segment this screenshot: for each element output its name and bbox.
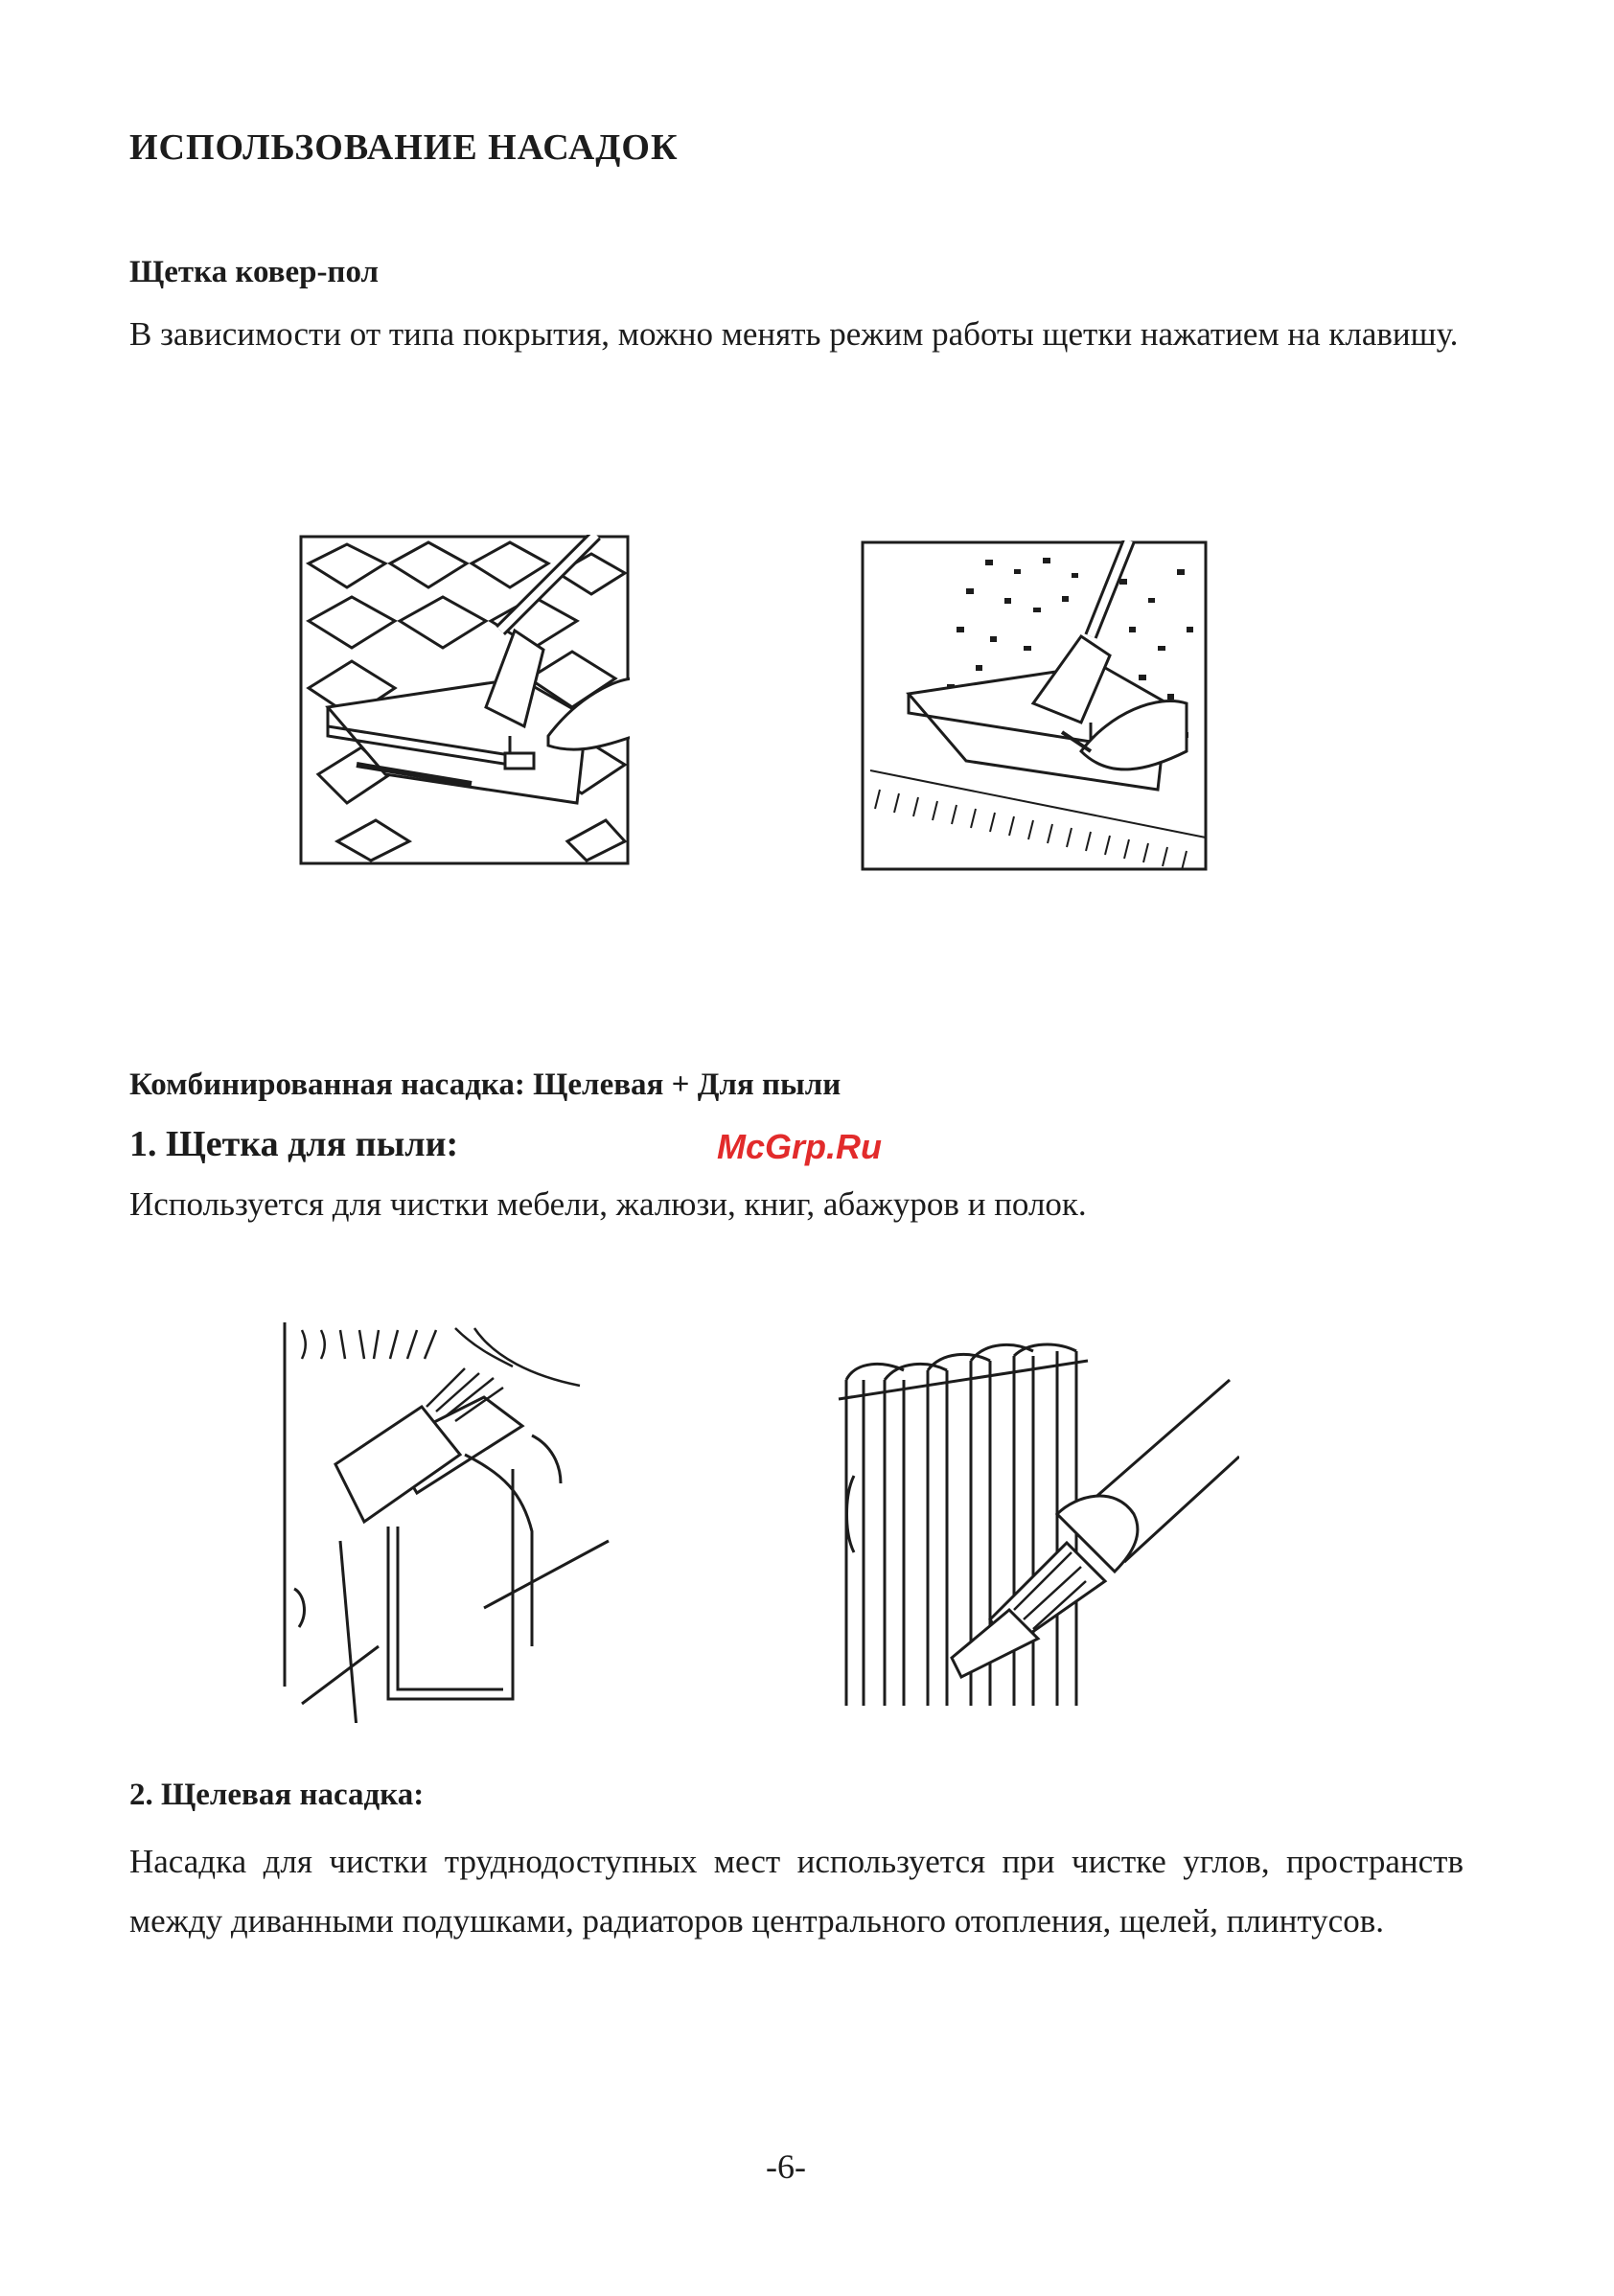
crevice-heading: 2. Щелевая насадка: [129, 1778, 425, 1812]
watermark: McGrp.Ru [717, 1127, 883, 1166]
floor-brush-on-tile-icon [299, 535, 630, 865]
combo-heading: Комбинированная насадка: Щелевая + Для пыли [129, 1068, 842, 1102]
dust-brush-icon [283, 1320, 628, 1723]
floor-brush-heading: Щетка ковер-пол [129, 255, 380, 289]
radiator-brush-icon [837, 1342, 1239, 1720]
crevice-text: Насадка для чистки труднодоступных мест используется при чистке углов, пространств между диванными подушками, радиаторов центрального отопления, щелей, плинтусов. [129, 1843, 1464, 1940]
floor-brush-on-carpet-icon [861, 540, 1208, 871]
dust-brush-heading: 1. Щетка для пыли: [129, 1124, 459, 1164]
floor-brush-text: В зависимости от типа покрытия, можно менять режим работы щетки нажатием на клавишу. [129, 315, 1459, 353]
page-number: -6- [766, 2147, 806, 2186]
dust-brush-text: Используется для чистки мебели, жалюзи, книг, абажуров и полок. [129, 1185, 1087, 1223]
page-title: ИСПОЛЬЗОВАНИЕ НАСАДОК [129, 127, 679, 168]
